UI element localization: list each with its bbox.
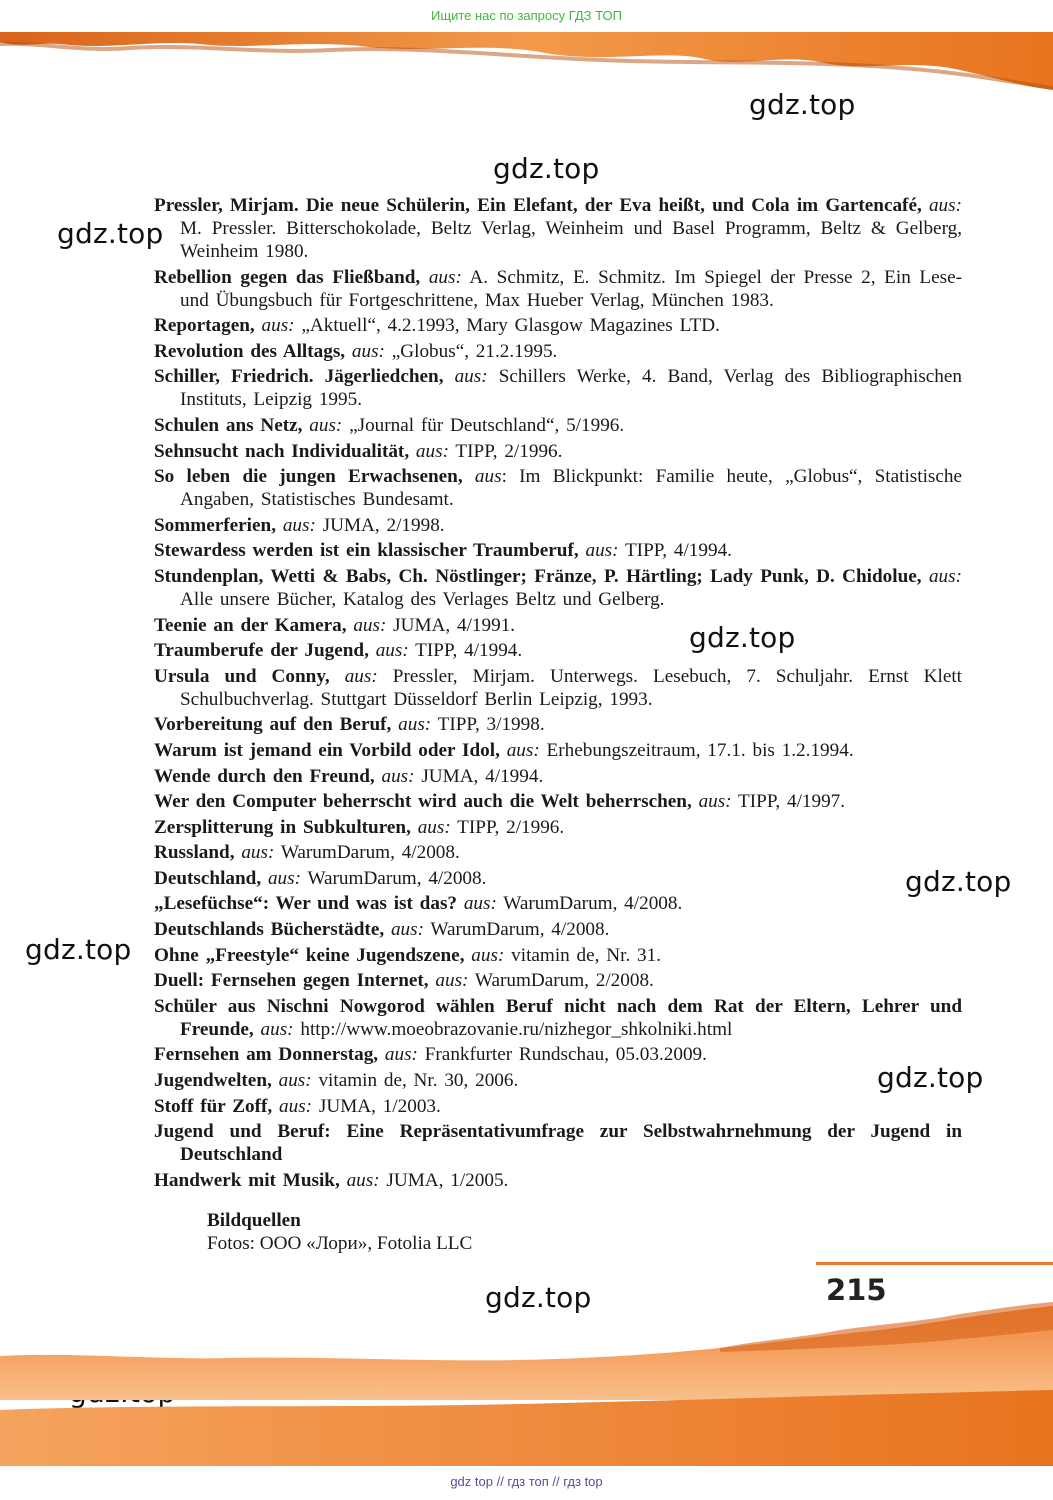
reference-source: JUMA, 4/1991.: [386, 614, 516, 636]
reference-source: Frankfurter Rundschau, 05.03.2009.: [417, 1044, 707, 1066]
footer-links[interactable]: gdz top // гдз топ // гдз top: [450, 1474, 603, 1489]
reference-title: Stoff für Zoff,: [154, 1095, 273, 1117]
reference-source: TIPP, 3/1998.: [431, 714, 545, 736]
reference-source: http://www.moeobrazovanie.ru/nizhegor_shkolniki.html: [293, 1018, 733, 1040]
reference-entry: [154, 892, 962, 915]
reference-source-label: aus:: [302, 414, 343, 436]
reference-title: Teenie an der Kamera,: [154, 614, 347, 636]
reference-entry: [154, 790, 962, 813]
reference-source: WarumDarum, 4/2008.: [301, 867, 487, 889]
reference-source-label: aus:: [410, 816, 451, 838]
reference-source-label: aus:: [420, 266, 462, 288]
reference-source: vitamin de, Nr. 31.: [504, 944, 662, 966]
watermark: gdz.top: [877, 1061, 984, 1094]
reference-source-label: aus:: [443, 366, 488, 388]
reference-source: TIPP, 4/1994.: [618, 540, 732, 562]
reference-title: Wende durch den Freund,: [154, 765, 375, 787]
reference-source-label: aus:: [428, 970, 469, 992]
reference-title: Duell: Fernsehen gegen Internet,: [154, 970, 429, 992]
reference-title: Schiller, Friedrich. Jägerliedchen,: [154, 366, 444, 388]
reference-entry: [154, 969, 962, 992]
reference-title: Sehnsucht nach Individualität,: [154, 440, 410, 462]
watermark: gdz.top: [905, 865, 1012, 898]
reference-title: Zersplitterung in Subkulturen,: [154, 816, 411, 838]
reference-entry: [154, 1069, 962, 1092]
reference-entry: [154, 514, 962, 537]
reference-entry: [154, 841, 962, 864]
reference-source: Alle unsere Bücher, Katalog des Verlages Beltz und Gelberg.: [180, 588, 665, 610]
reference-source-label: aus:: [921, 565, 962, 587]
reference-title: Stewardess werden ist ein klassischer Traumberuf,: [154, 540, 579, 562]
reference-title: „Lesefüchse“: Wer und was ist das?: [154, 893, 458, 915]
reference-source: WarumDarum, 2/2008.: [468, 970, 654, 992]
reference-entry: [154, 266, 962, 312]
reference-source: TIPP, 2/1996.: [448, 440, 563, 462]
picture-sources-text: Fotos: ООО «Лори», Fotolia LLC: [207, 1233, 473, 1254]
reference-title: Ohne „Freestyle“ keine Jugendszene,: [154, 944, 465, 966]
reference-source: Pressler, Mirjam. Unterwegs. Lesebuch, 7. Schuljahr. Ernst Klett Schulbuchverlag. Stuttgart Düsseldorf Berlin Leipzig, 1993.: [180, 665, 963, 710]
reference-source: JUMA, 4/1994.: [414, 765, 544, 787]
reference-source-label: aus:: [254, 315, 295, 337]
reference-entry: [154, 465, 962, 511]
reference-list: [154, 194, 962, 1194]
reference-title: Handwerk mit Musik,: [154, 1169, 340, 1191]
reference-entry: [154, 1043, 962, 1066]
reference-entry: [154, 713, 962, 736]
reference-source-label: aus:: [691, 791, 732, 813]
reference-source-label: aus:: [384, 919, 424, 941]
reference-source-label: aus:: [261, 867, 301, 889]
reference-source: JUMA, 1/2005.: [379, 1169, 509, 1191]
reference-entry: [154, 639, 962, 662]
bottom-orange-band: [0, 1300, 1053, 1472]
reference-title: Schüler aus Nischni Nowgorod wählen Beruf nicht nach dem Rat der Eltern, Lehrer und Freunde,: [154, 995, 962, 1040]
reference-title: Stundenplan, Wetti & Babs, Ch. Nöstlinger; Fränze, P. Härtling; Lady Punk, D. Chidolue,: [154, 565, 922, 587]
page-number: 215: [826, 1273, 887, 1307]
reference-source-label: aus:: [276, 514, 316, 536]
reference-source: vitamin de, Nr. 30, 2006.: [311, 1070, 519, 1092]
reference-title: Russland,: [154, 842, 235, 864]
reference-entry: [154, 565, 962, 611]
reference-entry: [154, 1169, 962, 1192]
reference-entry: [154, 194, 962, 263]
picture-sources: [207, 1209, 472, 1255]
reference-source-label: aus:: [464, 944, 505, 966]
watermark: gdz.top: [493, 152, 600, 185]
reference-source-label: aus:: [329, 665, 378, 687]
reference-entry: [154, 414, 962, 437]
reference-title: Deutschlands Bücherstädte,: [154, 919, 385, 941]
reference-entry: [154, 816, 962, 839]
reference-source: WarumDarum, 4/2008.: [274, 842, 460, 864]
reference-entry: [154, 739, 962, 762]
page-number-rule: [816, 1262, 1053, 1265]
reference-title: Wer den Computer beherrscht wird auch die Welt beherrschen,: [154, 791, 692, 813]
reference-source: : Im Blickpunkt: Familie heute, „Globus“, Statistische Angaben, Statistisches Bundesamt.: [180, 466, 963, 511]
top-orange-band: [0, 28, 1053, 98]
reference-source: JUMA, 1/2003.: [312, 1095, 441, 1117]
watermark: gdz.top: [689, 621, 796, 654]
reference-source-label: aus:: [234, 842, 275, 864]
reference-source: „Aktuell“, 4.2.1993, Mary Glasgow Magazines LTD.: [294, 315, 720, 337]
reference-source-label: aus:: [378, 1044, 418, 1066]
reference-title: Warum ist jemand ein Vorbild oder Idol,: [154, 739, 500, 761]
reference-entry: [154, 340, 962, 363]
reference-entry: [154, 765, 962, 788]
picture-sources-heading: Bildquellen: [207, 1210, 301, 1231]
watermark: gdz.top: [57, 217, 164, 250]
reference-source-label: aus:: [346, 614, 387, 636]
reference-source-label: aus:: [374, 765, 415, 787]
reference-source-label: aus:: [339, 1169, 380, 1191]
reference-title: So leben die jungen Erwachsenen,: [154, 466, 463, 488]
reference-entry: [154, 995, 962, 1041]
reference-entry: [154, 1120, 962, 1166]
reference-title: Pressler, Mirjam. Die neue Schülerin, Ein Elefant, der Eva heißt, und Cola im Gartencafé,: [154, 195, 922, 216]
reference-source: M. Pressler. Bitterschokolade, Beltz Verlag, Weinheim und Basel Programm, Beltz & Gelberg, Weinheim 1980.: [180, 218, 962, 262]
reference-source-label: aus:: [578, 540, 619, 562]
reference-source-label: aus:: [272, 1095, 313, 1117]
reference-title: Jugend und Beruf: Eine Repräsentativumfrage zur Selbstwahrnehmung der Jugend in Deutschland: [154, 1121, 962, 1166]
reference-source-label: aus:: [271, 1070, 312, 1092]
reference-source: A. Schmitz, E. Schmitz. Im Spiegel der Presse 2, Ein Lese- und Übungsbuch für Fortgeschrittene, Max Hueber Verlag, München 1983.: [180, 266, 962, 311]
reference-title: Reportagen,: [154, 315, 255, 337]
reference-title: Jugendwelten,: [154, 1070, 272, 1092]
watermark: gdz.top: [485, 1281, 592, 1314]
reference-entry: [154, 918, 962, 941]
reference-title: Vorbereitung auf den Beruf,: [154, 714, 392, 736]
reference-source: WarumDarum, 4/2008.: [496, 893, 683, 915]
reference-title: Traumberufe der Jugend,: [154, 640, 369, 662]
reference-source: TIPP, 4/1997.: [731, 791, 846, 813]
watermark: gdz.top: [25, 933, 132, 966]
reference-source-label: aus:: [409, 440, 449, 462]
reference-entry: [154, 440, 962, 463]
watermark: gdz.top: [749, 88, 856, 121]
reference-source-label: aus:: [345, 340, 385, 362]
search-note: Ищите нас по запросу ГДЗ ТОП: [431, 8, 622, 23]
reference-source-label: aus:: [921, 195, 962, 216]
reference-entry: [154, 365, 962, 411]
reference-source: Schillers Werke, 4. Band, Verlag des Bibliographischen Instituts, Leipzig 1995.: [180, 366, 963, 411]
reference-entry: [154, 665, 962, 711]
reference-source: Erhebungszeitraum, 17.1. bis 1.2.1994.: [539, 739, 854, 761]
reference-entry: [154, 314, 962, 337]
reference-source-label: aus: [462, 466, 502, 488]
reference-title: Ursula und Conny,: [154, 665, 330, 687]
reference-source: WarumDarum, 4/2008.: [423, 919, 610, 941]
reference-source: TIPP, 4/1994.: [408, 640, 523, 662]
reference-source: „Globus“, 21.2.1995.: [384, 340, 558, 362]
reference-source-label: aus:: [253, 1018, 294, 1040]
reference-title: Deutschland,: [154, 867, 262, 889]
reference-source-label: aus:: [499, 739, 540, 761]
reference-source: JUMA, 2/1998.: [315, 514, 445, 536]
reference-entry: [154, 539, 962, 562]
reference-entry: [154, 944, 962, 967]
reference-source: „Journal für Deutschland“, 5/1996.: [342, 414, 625, 436]
reference-title: Sommerferien,: [154, 514, 277, 536]
reference-source-label: aus:: [368, 640, 409, 662]
reference-source-label: aus:: [457, 893, 497, 915]
reference-entry: [154, 614, 962, 637]
reference-title: Fernsehen am Donnerstag,: [154, 1044, 379, 1066]
reference-title: Revolution des Alltags,: [154, 340, 346, 362]
reference-title: Rebellion gegen das Fließband,: [154, 266, 421, 288]
reference-source-label: aus:: [391, 714, 432, 736]
reference-entry: [154, 1095, 962, 1118]
reference-source: TIPP, 2/1996.: [450, 816, 565, 838]
reference-title: Schulen ans Netz,: [154, 414, 303, 436]
reference-entry: [154, 867, 962, 890]
